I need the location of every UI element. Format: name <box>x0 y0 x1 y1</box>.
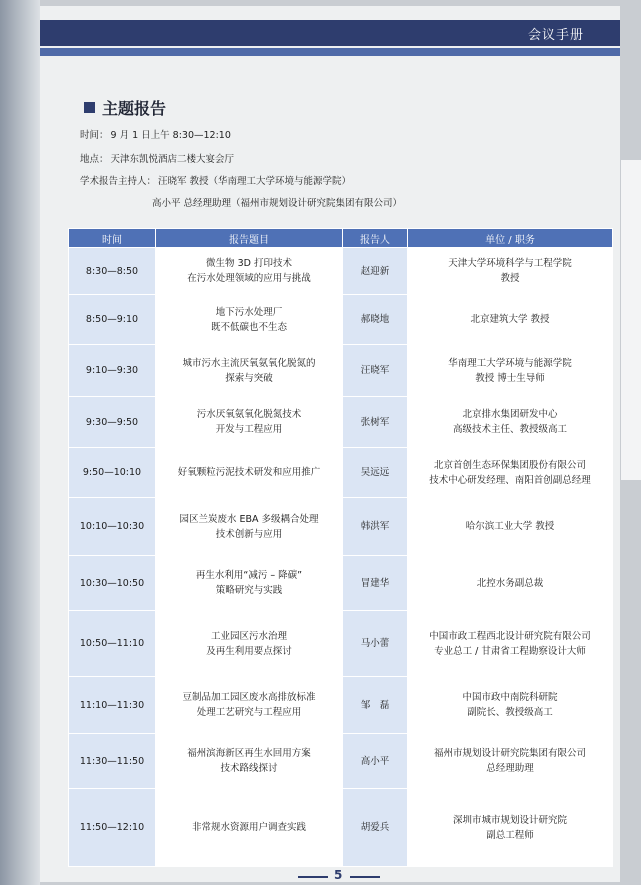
row-title <box>156 498 343 556</box>
row-speaker: 胡爱兵 <box>343 789 408 867</box>
unit-line: 北京首创生态环保集团股份有限公司 <box>433 459 586 471</box>
row-speaker: 马小蕾 <box>343 611 408 677</box>
unit-line: 天津大学环境科学与工程学院 <box>448 258 572 269</box>
unit-line: 福州市规划设计研究院集团有限公司 <box>433 748 586 759</box>
header-title: 报告题目 <box>156 229 343 248</box>
row-unit <box>408 345 613 397</box>
handbook-page <box>40 6 620 882</box>
row-time: 8:30—8:50 <box>69 248 156 295</box>
unit-line: 中国市政工程西北设计研究院有限公司 <box>429 630 591 642</box>
row-title <box>156 734 343 789</box>
row-unit <box>408 498 613 556</box>
row-speaker: 冒建华 <box>343 556 408 611</box>
section-heading <box>84 96 166 119</box>
table-row <box>69 345 613 397</box>
footer-rule-left <box>298 876 328 878</box>
unit-line: 副总工程师 <box>486 829 534 841</box>
table-row <box>69 789 613 867</box>
row-speaker: 高小平 <box>343 734 408 789</box>
schedule-table <box>68 228 613 867</box>
page-number: 5 <box>334 868 343 882</box>
row-speaker: 赵迎新 <box>343 248 408 295</box>
table-row <box>69 498 613 556</box>
unit-line: 教授 博士生导师 <box>475 372 545 384</box>
row-time: 10:30—10:50 <box>69 556 156 611</box>
unit-line: 北京建筑大学 教授 <box>470 314 550 325</box>
adjacent-page-edge <box>620 160 641 480</box>
meta-host-second <box>152 195 402 209</box>
unit-line: 技术中心研发经理、南阳首创副总经理 <box>429 474 591 486</box>
unit-line: 中国市政中南院科研院 <box>462 692 558 703</box>
row-title <box>156 448 343 498</box>
header-stripe <box>40 48 620 56</box>
footer-rule-right <box>350 876 380 878</box>
row-speaker: 张树军 <box>343 397 408 448</box>
table-row <box>69 677 613 734</box>
title-line: 工业园区污水治理 <box>210 630 287 642</box>
row-unit <box>408 295 613 345</box>
row-title <box>156 556 343 611</box>
unit-line: 哈尔滨工业大学 教授 <box>465 521 555 532</box>
title-line: 非常规水资源用户调查实践 <box>191 822 306 833</box>
title-line: 福州滨海新区再生水回用方案 <box>187 748 311 759</box>
meta-place-value: 天津东凯悦酒店二楼大宴会厅 <box>110 154 235 165</box>
title-line: 技术创新与应用 <box>215 528 283 540</box>
row-time: 11:30—11:50 <box>69 734 156 789</box>
row-unit <box>408 734 613 789</box>
row-unit <box>408 448 613 498</box>
title-line: 在污水处理领域的应用与挑战 <box>187 273 311 284</box>
table-row <box>69 448 613 498</box>
title-line: 既不低碳也不生态 <box>210 321 287 333</box>
title-line: 园区兰炭废水 EBA 多级耦合处理 <box>179 513 319 525</box>
row-title <box>156 345 343 397</box>
square-bullet-icon <box>84 102 95 113</box>
row-title <box>156 677 343 734</box>
title-line: 地下污水处理厂 <box>215 306 283 318</box>
unit-line: 专业总工 / 甘肃省工程勘察设计大师 <box>434 645 586 657</box>
title-line: 探索与突破 <box>225 372 273 384</box>
title-line: 技术路线探讨 <box>220 763 278 774</box>
meta-time <box>80 127 231 141</box>
row-time: 11:10—11:30 <box>69 677 156 734</box>
unit-line: 总经理助理 <box>486 763 534 774</box>
row-title <box>156 789 343 867</box>
section-title-text: 主题报告 <box>102 99 167 118</box>
row-unit <box>408 677 613 734</box>
row-title <box>156 611 343 677</box>
row-time: 11:50—12:10 <box>69 789 156 867</box>
unit-line: 北控水务副总裁 <box>476 577 544 589</box>
row-unit <box>408 556 613 611</box>
unit-line: 华南理工大学环境与能源学院 <box>448 357 572 369</box>
title-line: 再生水利用“减污 – 降碳” <box>195 570 303 581</box>
table-row <box>69 248 613 295</box>
title-line: 豆制品加工园区废水高排放标准 <box>182 692 316 703</box>
title-line: 及再生利用要点探讨 <box>206 645 292 657</box>
meta-host-label: 学术报告主持人： <box>80 176 157 187</box>
row-unit <box>408 789 613 867</box>
title-line: 策略研究与实践 <box>215 585 283 596</box>
meta-host1: 汪晓军 教授（华南理工大学环境与能源学院） <box>158 176 352 187</box>
header-unit: 单位 / 职务 <box>408 229 613 248</box>
title-line: 微生物 3D 打印技术 <box>206 258 292 269</box>
row-title <box>156 248 343 295</box>
row-time: 10:10—10:30 <box>69 498 156 556</box>
title-line: 好氧颗粒污泥技术研发和应用推广 <box>177 467 321 478</box>
header-time: 时间 <box>69 229 156 248</box>
header-speaker: 报告人 <box>343 229 408 248</box>
row-speaker: 汪晓军 <box>343 345 408 397</box>
row-unit <box>408 611 613 677</box>
row-speaker: 吴远远 <box>343 448 408 498</box>
table-row <box>69 397 613 448</box>
row-unit <box>408 397 613 448</box>
row-unit <box>408 248 613 295</box>
row-speaker: 邹 磊 <box>343 677 408 734</box>
title-line: 城市污水主流厌氧氨氧化脱氮的 <box>182 357 316 369</box>
meta-time-value: 9 月 1 日上午 8:30—12:10 <box>110 130 231 141</box>
unit-line: 深圳市城市规划设计研究院 <box>452 814 567 826</box>
row-time: 8:50—9:10 <box>69 295 156 345</box>
meta-place <box>80 151 234 165</box>
table-row <box>69 556 613 611</box>
table-row <box>69 611 613 677</box>
meta-host <box>80 173 351 187</box>
row-speaker: 郝晓地 <box>343 295 408 345</box>
unit-line: 教授 <box>500 273 520 284</box>
title-line: 处理工艺研究与工程应用 <box>196 707 302 718</box>
handbook-title: 会议手册 <box>527 28 584 43</box>
row-title <box>156 295 343 345</box>
title-line: 开发与工程应用 <box>215 424 283 435</box>
unit-line: 北京排水集团研发中心 <box>462 409 558 420</box>
table-row <box>69 295 613 345</box>
row-time: 10:50—11:10 <box>69 611 156 677</box>
row-time: 9:30—9:50 <box>69 397 156 448</box>
row-time: 9:10—9:30 <box>69 345 156 397</box>
unit-line: 高级技术主任、教授级高工 <box>452 424 567 435</box>
meta-place-label: 地点： <box>80 154 109 165</box>
title-line: 污水厌氧氨氧化脱氮技术 <box>196 409 302 420</box>
row-time: 9:50—10:10 <box>69 448 156 498</box>
meta-host2: 高小平 总经理助理（福州市规划设计研究院集团有限公司） <box>152 198 403 209</box>
unit-line: 副院长、教授级高工 <box>467 707 553 718</box>
meta-time-label: 时间： <box>80 130 109 141</box>
row-title <box>156 397 343 448</box>
table-row <box>69 734 613 789</box>
table-header-row <box>69 229 613 248</box>
book-spine <box>0 0 40 885</box>
row-speaker: 韩洪军 <box>343 498 408 556</box>
